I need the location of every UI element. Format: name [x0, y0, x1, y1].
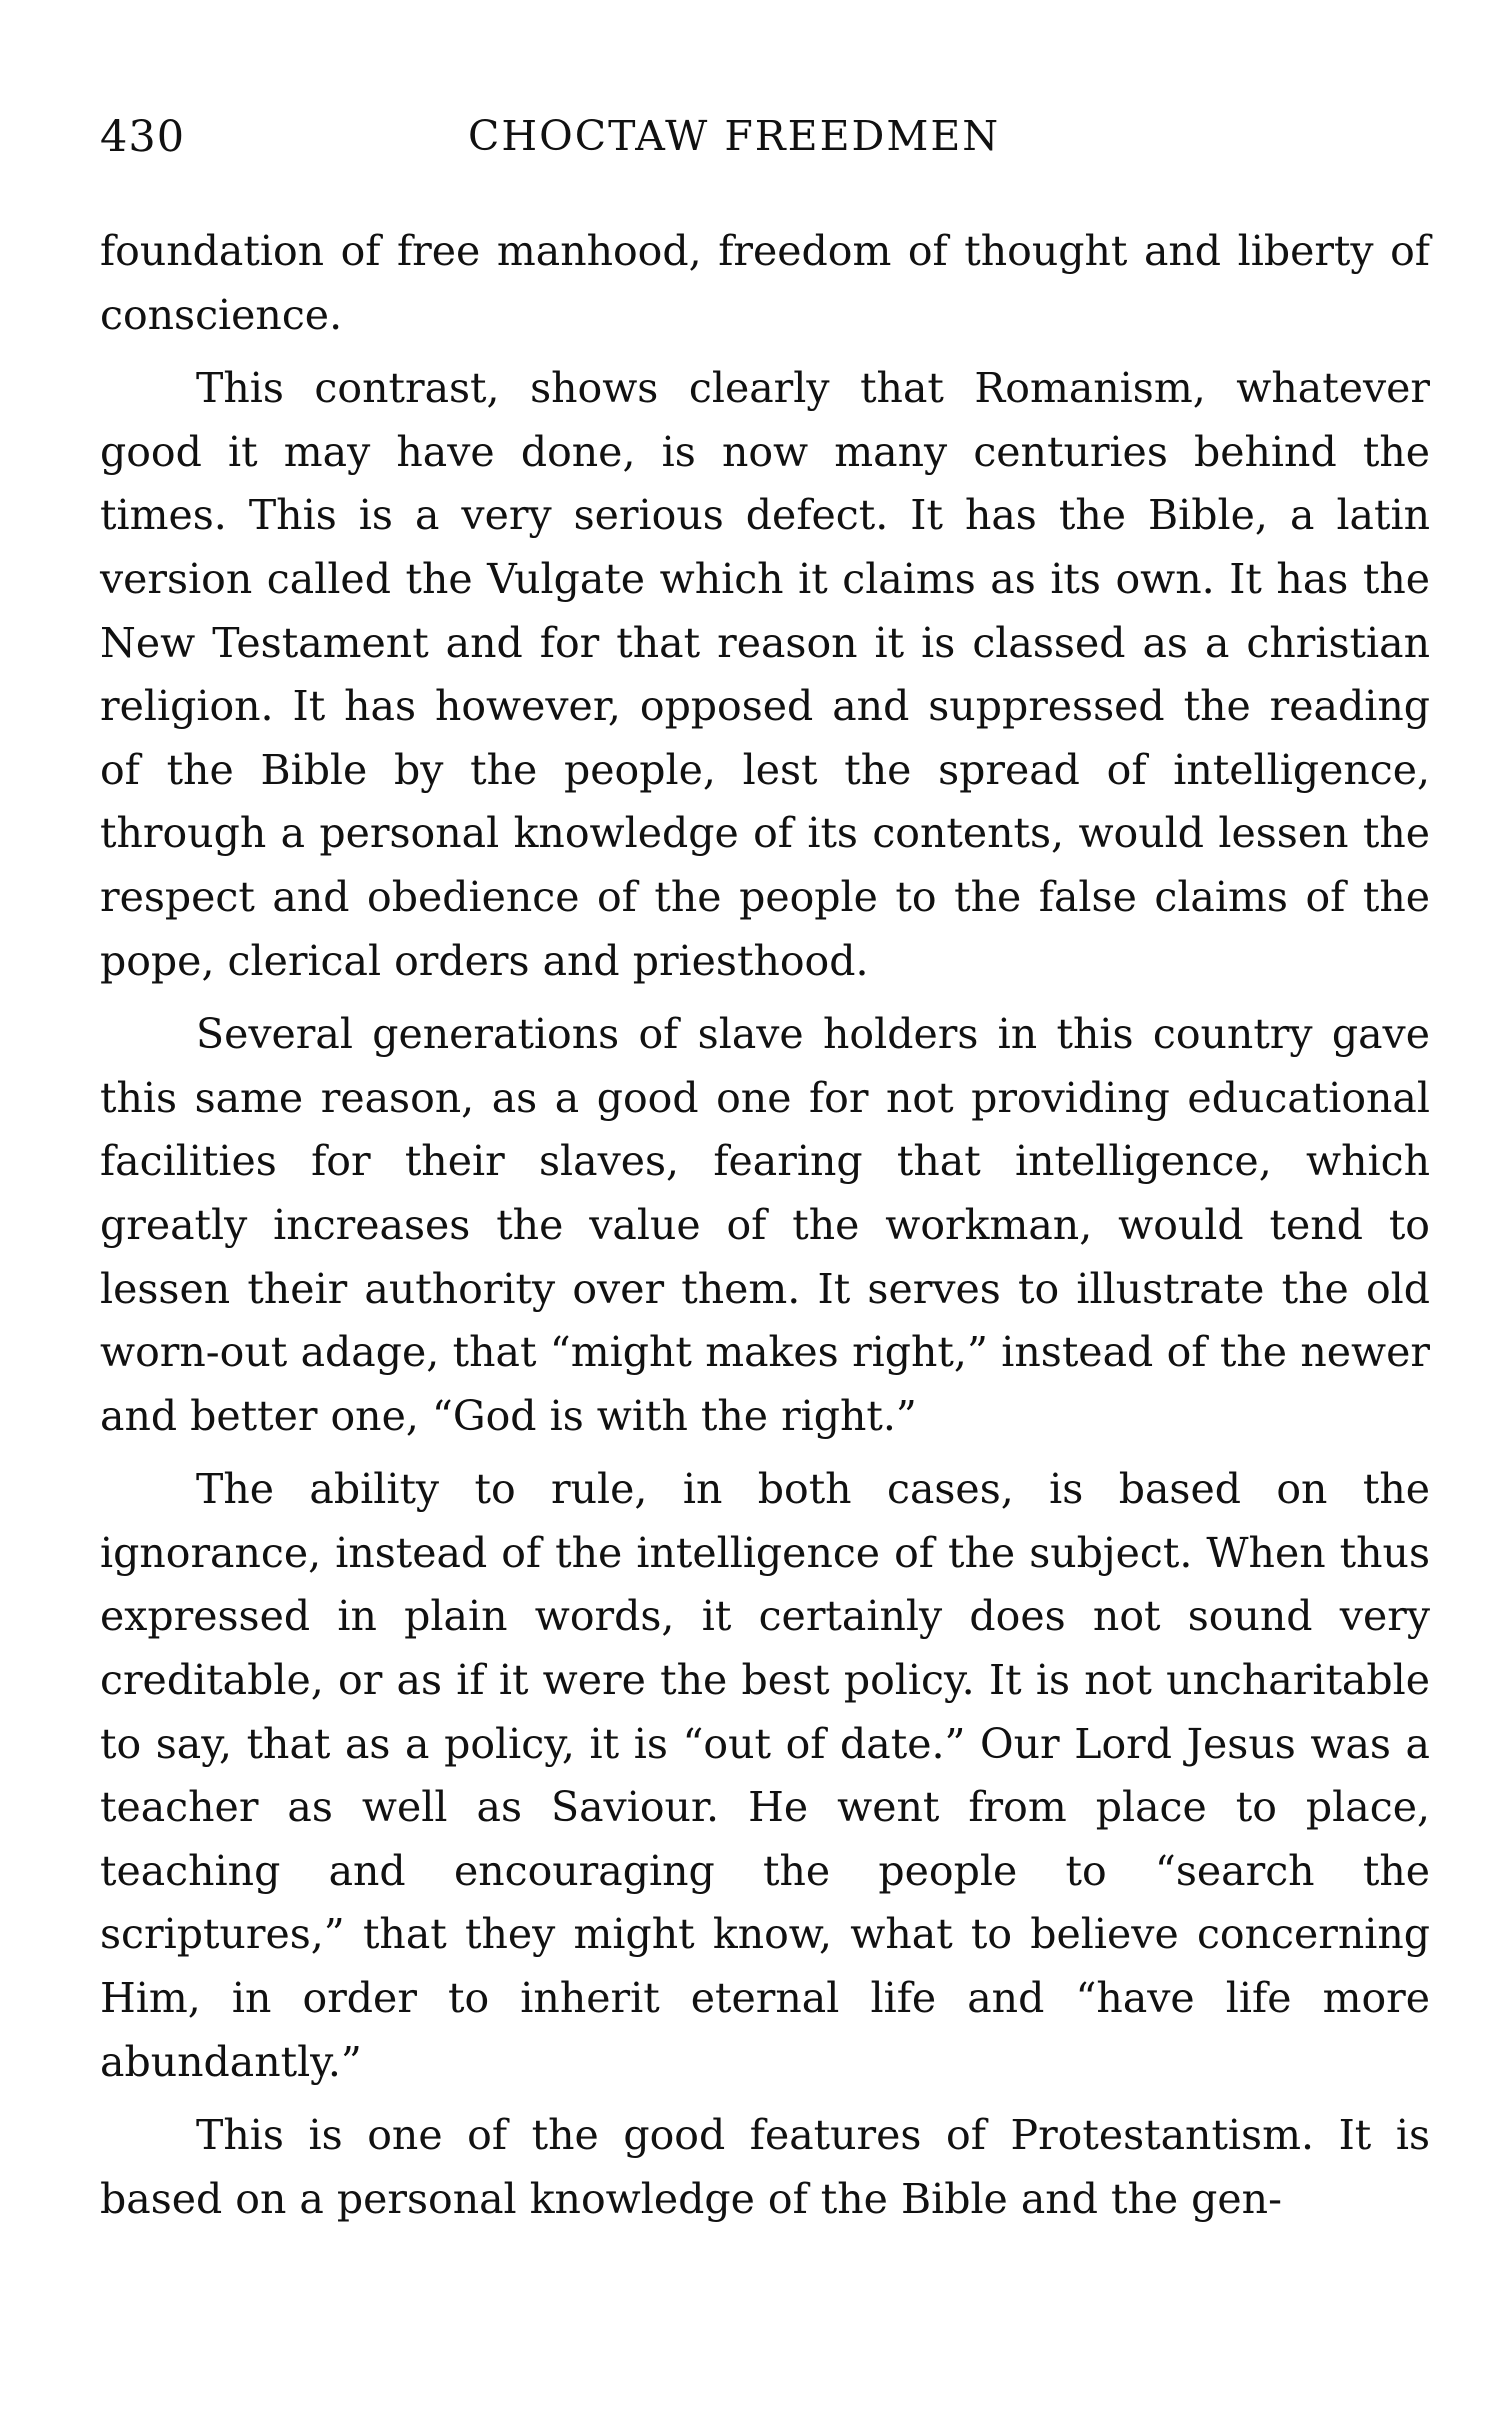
- paragraph-ability-to-rule: The ability to rule, in both cases, is based on the ignorance, instead of the intelligence of the subject. When thus expressed in plain words, it certainly does not sound very creditable, or as if it were the best policy. It is not uncharitable to say, that as a policy, it is “out of date.” Our Lord Jesus was a teacher as well as Saviour. He went from place to place, teaching and encouraging the people to “search the scriptures,” that they might know, what to believe concerning Him, in order to inherit eternal life and “have life more abundantly.”: [100, 1465, 1430, 2086]
- paragraph-slave-holders: Several generations of slave holders in this country gave this same reason, as a good one for not providing educational facilities for their slaves, fearing that intelligence, which greatly increases the value of the workman, would tend to lessen their authority over them. It serves to illustrate the old worn-out adage, that “might makes right,” instead of the newer and better one, “God is with the right.”: [100, 1010, 1430, 1440]
- body-text: [100, 220, 1430, 2231]
- paragraph-continuation: foundation of free manhood, freedom of thought and liberty of conscience.: [100, 227, 1430, 339]
- page-header: [100, 112, 1420, 172]
- running-head: CHOCTAW FREEDMEN: [468, 112, 1001, 160]
- page-number: 430: [100, 112, 186, 162]
- paragraph-protestantism: This is one of the good features of Protestantism. It is based on a personal knowledge of the Bible and the gen-: [100, 2111, 1430, 2223]
- paragraph-romanism: This contrast, shows clearly that Romanism, whatever good it may have done, is now many centuries behind the times. This is a very serious defect. It has the Bible, a latin version called the Vulgate which it claims as its own. It has the New Testament and for that reason it is classed as a christian religion. It has however, opposed and suppressed the reading of the Bible by the people, lest the spread of intelligence, through a personal knowledge of its contents, would lessen the respect and obedience of the people to the false claims of the pope, clerical orders and priesthood.: [100, 364, 1430, 985]
